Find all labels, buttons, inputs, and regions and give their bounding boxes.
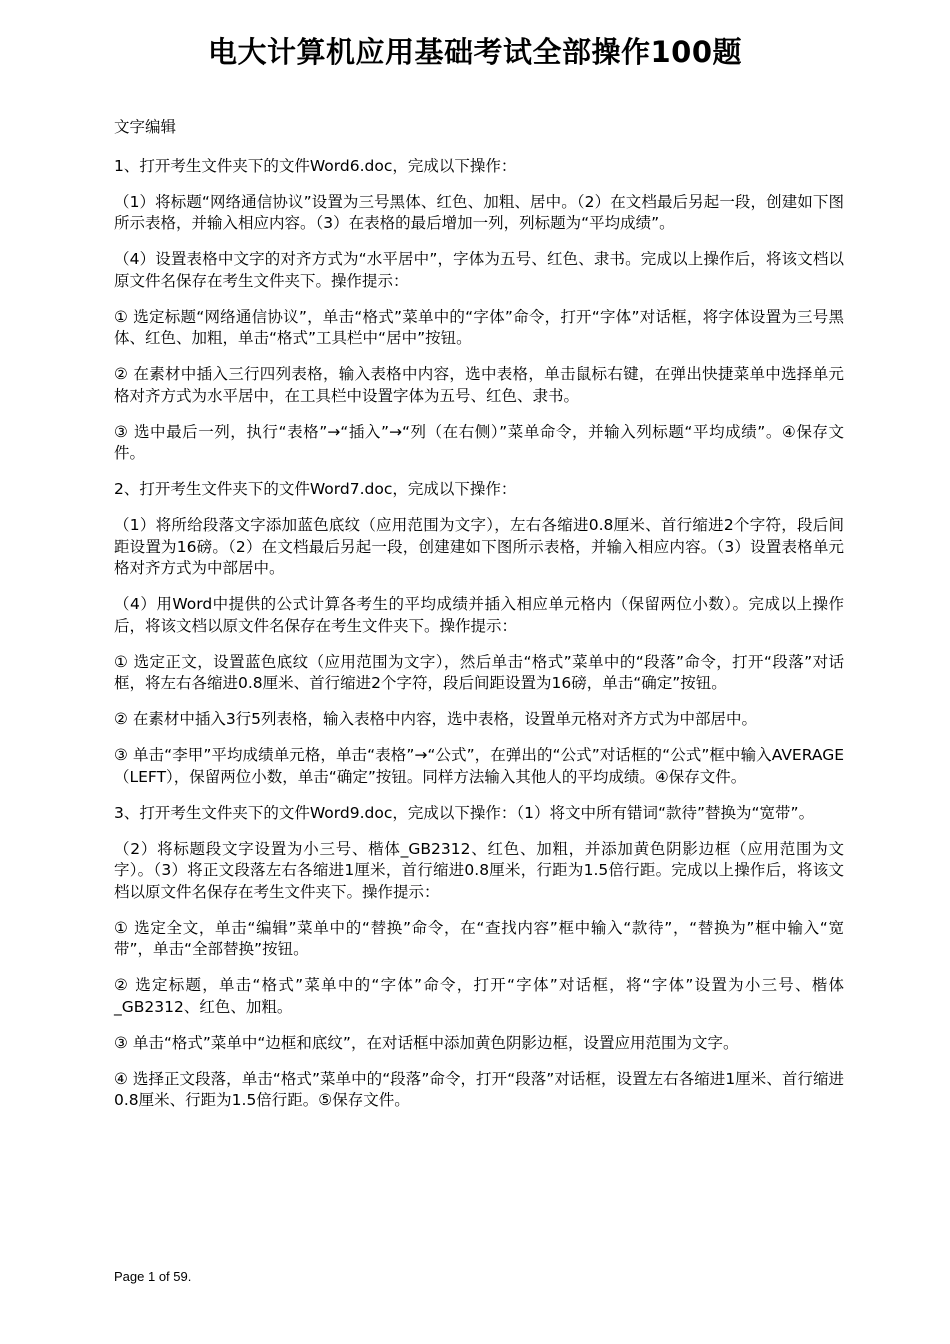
section-heading: 文字编辑 [114, 118, 177, 136]
document-body [114, 117, 844, 1126]
paragraph: （1）将标题“网络通信协议”设置为三号黑体、红色、加粗、居中。（2）在文档最后另起一段，创建如下图所示表格，并输入相应内容。（3）在表格的最后增加一列，列标题为“平均成绩”。 [114, 192, 844, 232]
paragraph: ③ 单击“李甲”平均成绩单元格，单击“表格”→“公式”，在弹出的“公式”对话框的“公式”框中输入AVERAGE（LEFT），保留两位小数，单击“确定”按钮。同样方法输入其他人的平均成绩。④保存文件。 [114, 746, 844, 786]
paragraph: ② 在素材中插入3行5列表格，输入表格中内容，选中表格，设置单元格对齐方式为中部居中。 [114, 710, 758, 728]
paragraph: ① 选定全文，单击“编辑”菜单中的“替换”命令，在“查找内容”框中输入“款待”，“替换为”框中输入“宽带”，单击“全部替换”按钮。 [114, 918, 844, 958]
document-title: 电大计算机应用基础考试全部操作100题 [207, 35, 743, 69]
paragraph: （1）将所给段落文字添加蓝色底纹（应用范围为文字），左右各缩进0.8厘米、首行缩进2个字符，段后间距设置为16磅。（2）在文档最后另起一段，创建建如下图所示表格，并输入相应内容。（3）设置表格单元格对齐方式为中部居中。 [114, 516, 844, 577]
paragraph: ② 在素材中插入三行四列表格，输入表格中内容，选中表格，单击鼠标右键，在弹出快捷菜单中选择单元格对齐方式为水平居中，在工具栏中设置字体为五号、红色、隶书。 [114, 365, 844, 405]
paragraph: 3、打开考生文件夹下的文件Word9.doc，完成以下操作：（1）将文中所有错词“款待”替换为“宽带”。 [114, 803, 815, 822]
paragraph: ③ 单击“格式”菜单中“边框和底纹”，在对话框中添加黄色阴影边框，设置应用范围为文字。 [114, 1033, 739, 1052]
page-footer: Page 1 of 59. [114, 1269, 192, 1284]
paragraph: 1、打开考生文件夹下的文件Word6.doc，完成以下操作： [114, 156, 517, 175]
paragraph: ③ 选中最后一列，执行“表格”→“插入”→“列（在右侧）”菜单命令，并输入列标题“平均成绩”。④保存文件。 [114, 422, 844, 462]
paragraph: ④ 选择正文段落，单击“格式”菜单中的“段落”命令，打开“段落”对话框，设置左右各缩进1厘米、首行缩进0.8厘米、行距为1.5倍行距。⑤保存文件。 [114, 1069, 844, 1109]
paragraph: ① 选定正文，设置蓝色底纹（应用范围为文字），然后单击“格式”菜单中的“段落”命令，打开“段落”对话框，将左右各缩进0.8厘米、首行缩进2个字符，段后间距设置为16磅，单击“确定”按钮。 [114, 652, 844, 692]
paragraph: 2、打开考生文件夹下的文件Word7.doc，完成以下操作： [114, 480, 517, 498]
paragraph: （4）用Word中提供的公式计算各考生的平均成绩并插入相应单元格内（保留两位小数）。完成以上操作后，将该文档以原文件名保存在考生文件夹下。操作提示： [114, 595, 844, 635]
paragraph: ① 选定标题“网络通信协议”，单击“格式”菜单中的“字体”命令，打开“字体”对话框，将字体设置为三号黑体、红色、加粗，单击“格式”工具栏中“居中”按钮。 [114, 307, 844, 347]
paragraph: （4）设置表格中文字的对齐方式为“水平居中”，字体为五号、红色、隶书。完成以上操作后，将该文档以原文件名保存在考生文件夹下。操作提示： [114, 250, 844, 290]
paragraph: （2）将标题段文字设置为小三号、楷体_GB2312、红色、加粗，并添加黄色阴影边框（应用范围为文字）。（3）将正文段落左右各缩进1厘米，首行缩进0.8厘米，行距为1.5倍行距。完成以上操作后，将该文档以原文件名保存在考生文件夹下。操作提示： [114, 839, 844, 901]
paragraph: ② 选定标题，单击“格式”菜单中的“字体”命令，打开“字体”对话框，将“字体”设置为小三号、楷体_GB2312、红色、加粗。 [114, 976, 844, 1016]
